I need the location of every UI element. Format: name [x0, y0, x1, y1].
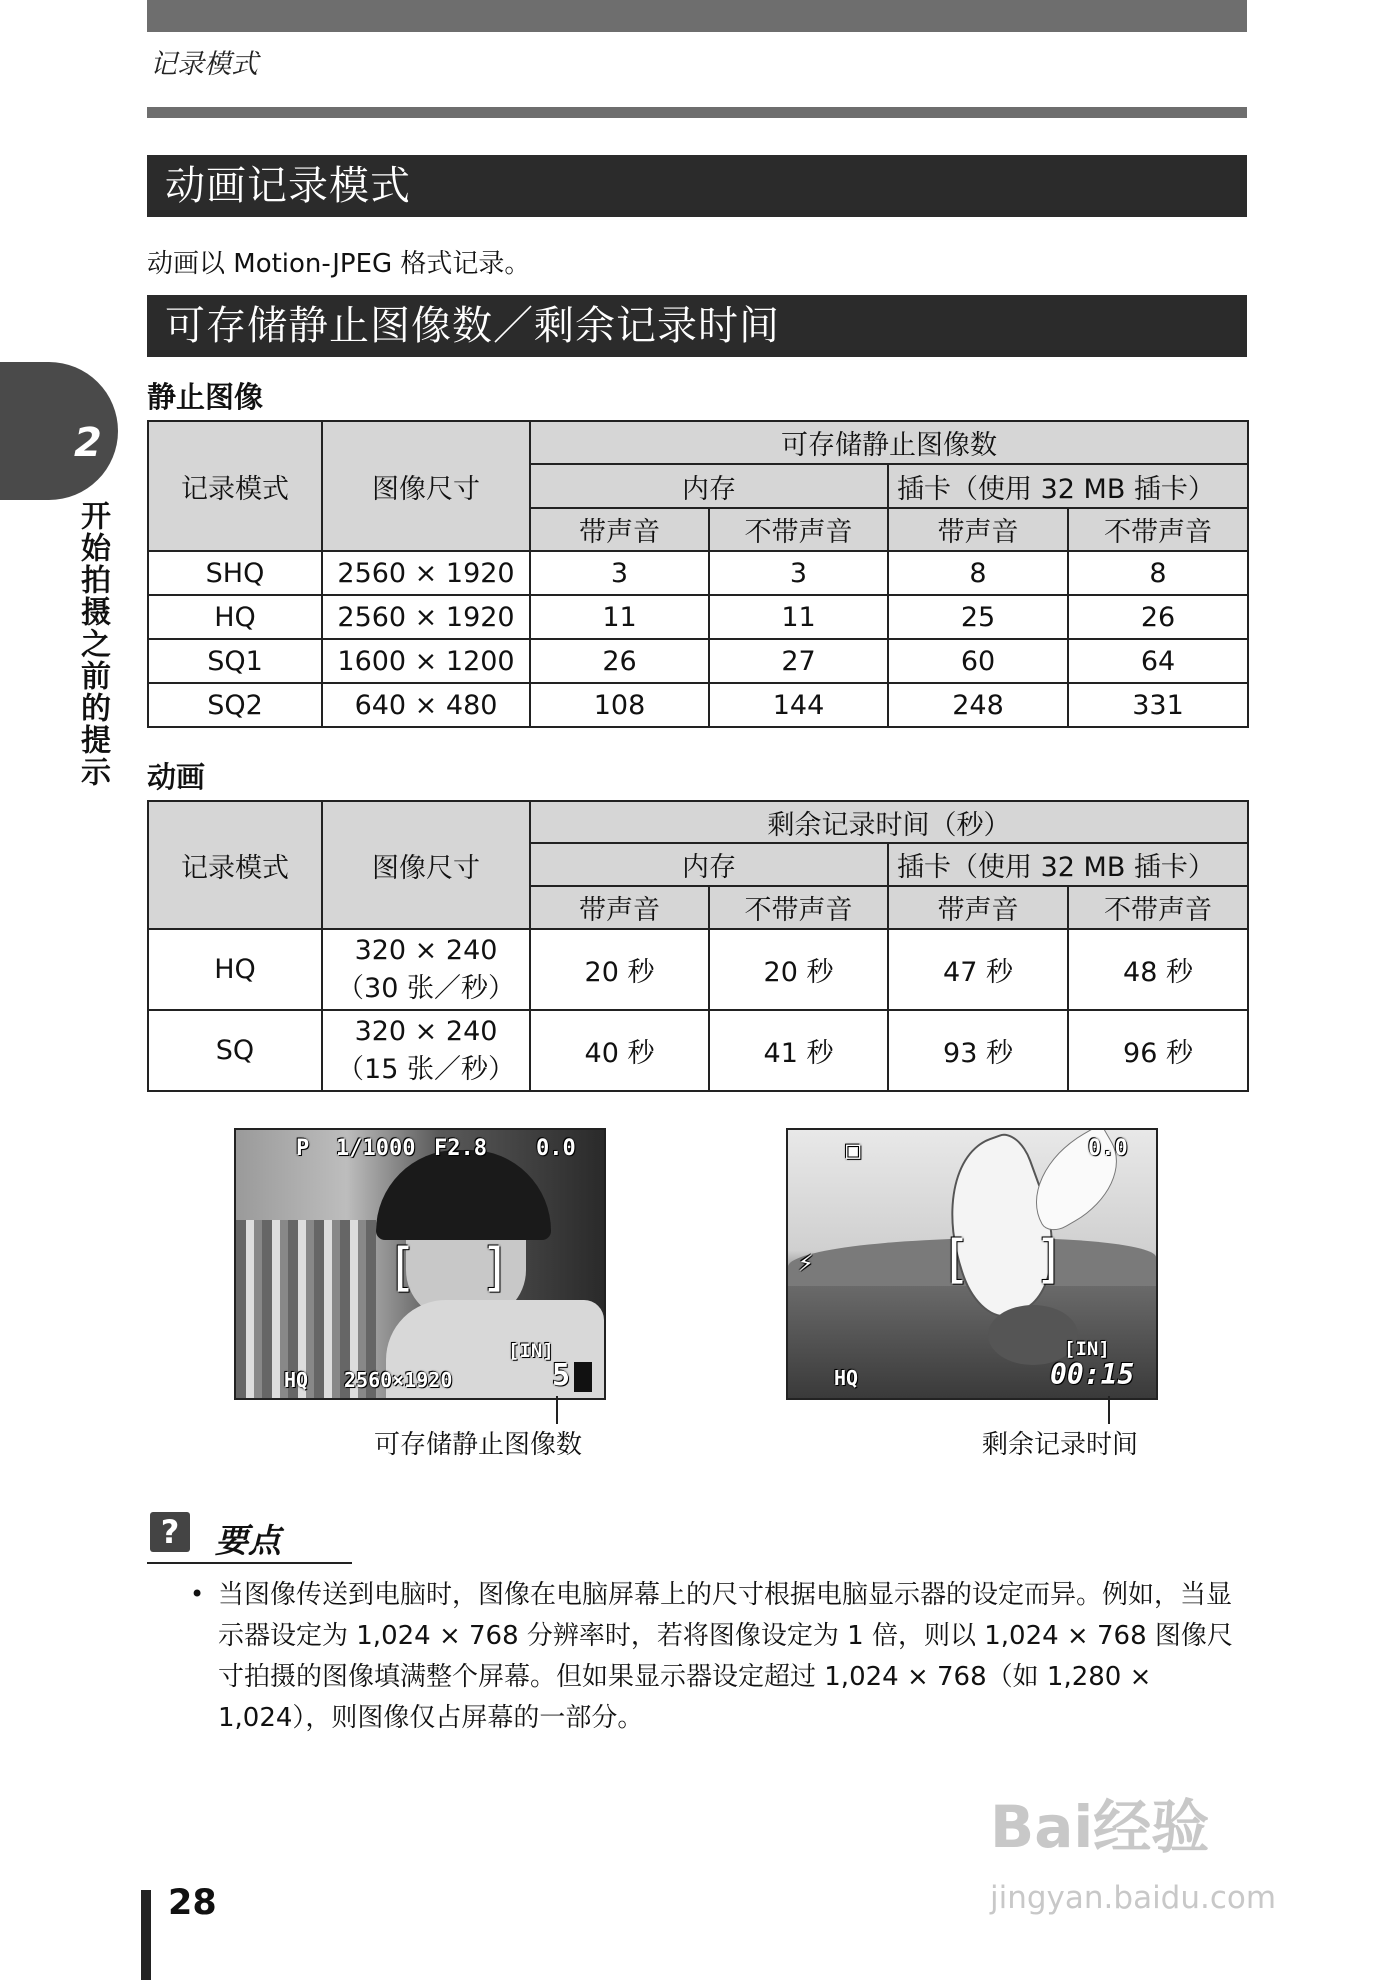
- chapter-title: 开始拍摄之前的提示: [75, 500, 110, 788]
- cell-value: 8: [1068, 551, 1248, 595]
- flash-off-icon: ⚡: [798, 1248, 814, 1278]
- still-subtitle: 静止图像: [147, 380, 264, 414]
- table-row: [148, 683, 1248, 727]
- header-rule: [147, 107, 1247, 118]
- movie-table: [147, 800, 1249, 1092]
- cell-size: [322, 1010, 530, 1091]
- cell-size: 1600 × 1200: [322, 639, 530, 683]
- card-indicator: [574, 1362, 592, 1392]
- col-header-sound: 带声音: [530, 886, 709, 929]
- cell-size: 2560 × 1920: [322, 551, 530, 595]
- cell-value: 20 秒: [530, 929, 709, 1010]
- cell-value: 64: [1068, 639, 1248, 683]
- page-number: 28: [168, 1883, 217, 1923]
- col-header-card: 插卡（使用 32 MB 插卡）: [888, 843, 1248, 886]
- col-header-sound: 带声音: [888, 508, 1068, 551]
- cell-value: 8: [888, 551, 1068, 595]
- col-header-group: 可存储静止图像数: [530, 421, 1248, 464]
- cell-size-dims: 320 × 240: [354, 1015, 498, 1047]
- cell-value: 11: [530, 595, 709, 639]
- col-header-group: 剩余记录时间（秒）: [530, 801, 1248, 843]
- lcd-screen-movie: [786, 1128, 1158, 1400]
- table-row: [148, 639, 1248, 683]
- tip-text: 当图像传送到电脑时，图像在电脑屏幕上的尺寸根据电脑显示器的设定而异。例如，当显示器设定为 1,024 × 768 分辨率时，若将图像设定为 1 倍，则以 1,024 × 768 图像尺寸拍摄的图像填满整个屏幕。但如果显示器设定超过 1,024 × 768（如 1,280 × 1,024），则图像仅占屏幕的一部分。: [218, 1580, 1233, 1733]
- osd-shutter: 1/1000: [336, 1136, 416, 1161]
- col-header-mode: 记录模式: [148, 801, 322, 929]
- col-header-size: 图像尺寸: [322, 421, 530, 551]
- cell-mode: SHQ: [148, 551, 322, 595]
- callout-line: [1108, 1396, 1110, 1424]
- cell-value: 144: [709, 683, 888, 727]
- tip-title: 要点: [215, 1521, 281, 1560]
- cell-size-fps: （30 张／秒）: [337, 972, 515, 1004]
- caption-still-count: 可存储静止图像数: [374, 1430, 583, 1460]
- movie-description: 动画以 Motion-JPEG 格式记录。: [147, 249, 531, 279]
- table-row: [148, 1010, 1248, 1091]
- col-header-card: 插卡（使用 32 MB 插卡）: [888, 464, 1248, 508]
- osd-count: 5: [552, 1358, 571, 1393]
- cell-size: 2560 × 1920: [322, 595, 530, 639]
- cell-value: 40 秒: [530, 1010, 709, 1091]
- cell-mode: HQ: [148, 929, 322, 1010]
- cell-value: 48 秒: [1068, 929, 1248, 1010]
- cell-value: 60: [888, 639, 1068, 683]
- col-header-nosound: 不带声音: [709, 886, 888, 929]
- col-header-internal: 内存: [530, 464, 888, 508]
- cell-size: [322, 929, 530, 1010]
- col-header-size: 图像尺寸: [322, 801, 530, 929]
- col-header-mode: 记录模式: [148, 421, 322, 551]
- callout-line: [556, 1396, 558, 1424]
- question-icon: ?: [150, 1512, 190, 1552]
- watermark-url: jingyan.baidu.com: [990, 1880, 1277, 1916]
- cell-mode: SQ: [148, 1010, 322, 1091]
- table-row: [148, 595, 1248, 639]
- af-frame-icon: [ ]: [386, 1238, 512, 1298]
- movie-mode-icon: ▣: [846, 1136, 861, 1164]
- osd-ev: 0.0: [1088, 1136, 1128, 1161]
- cell-value: 47 秒: [888, 929, 1068, 1010]
- cell-value: 11: [709, 595, 888, 639]
- cell-value: 331: [1068, 683, 1248, 727]
- col-header-internal: 内存: [530, 843, 888, 886]
- cell-value: 3: [530, 551, 709, 595]
- osd-memory: [IN]: [1064, 1338, 1110, 1360]
- cell-size-fps: （15 张／秒）: [337, 1053, 515, 1085]
- osd-resolution: 2560×1920: [344, 1368, 453, 1392]
- header-bar: [147, 0, 1247, 32]
- osd-mode: P: [296, 1136, 310, 1161]
- col-header-nosound: 不带声音: [1068, 508, 1248, 551]
- cell-mode: SQ2: [148, 683, 322, 727]
- bullet-icon: •: [190, 1580, 205, 1608]
- section-title-storage: 可存储静止图像数／剩余记录时间: [147, 295, 1247, 357]
- osd-quality: HQ: [284, 1368, 309, 1392]
- cell-mode: SQ1: [148, 639, 322, 683]
- osd-aperture: F2.8: [434, 1136, 487, 1161]
- col-header-nosound: 不带声音: [1068, 886, 1248, 929]
- cell-value: 26: [1068, 595, 1248, 639]
- cell-value: 93 秒: [888, 1010, 1068, 1091]
- osd-memory: [IN]: [508, 1340, 554, 1362]
- table-row: [148, 551, 1248, 595]
- tip-rule: [147, 1562, 352, 1564]
- cell-mode: HQ: [148, 595, 322, 639]
- af-frame-icon: [ ]: [940, 1230, 1066, 1290]
- movie-subtitle: 动画: [147, 760, 206, 794]
- col-header-sound: 带声音: [530, 508, 709, 551]
- cell-value: 25: [888, 595, 1068, 639]
- cell-size-dims: 320 × 240: [354, 934, 498, 966]
- table-row: [148, 929, 1248, 1010]
- running-title: 记录模式: [150, 49, 258, 80]
- lcd-screen-still: [234, 1128, 606, 1400]
- osd-time: 00:15: [1050, 1358, 1135, 1391]
- section-title-movie-mode: 动画记录模式: [147, 155, 1247, 217]
- osd-ev: 0.0: [536, 1136, 576, 1161]
- cell-value: 20 秒: [709, 929, 888, 1010]
- cell-value: 108: [530, 683, 709, 727]
- caption-remaining-time: 剩余记录时间: [982, 1430, 1139, 1460]
- cell-value: 41 秒: [709, 1010, 888, 1091]
- cell-value: 26: [530, 639, 709, 683]
- hair-shape: [376, 1150, 551, 1240]
- cell-value: 96 秒: [1068, 1010, 1248, 1091]
- cell-size: 640 × 480: [322, 683, 530, 727]
- col-header-nosound: 不带声音: [709, 508, 888, 551]
- cell-value: 3: [709, 551, 888, 595]
- cell-value: 248: [888, 683, 1068, 727]
- chapter-number: 2: [74, 420, 102, 466]
- still-image-table: [147, 420, 1249, 728]
- page-number-bar: [141, 1890, 151, 1980]
- watermark-logo: Bai经验: [990, 1793, 1210, 1861]
- col-header-sound: 带声音: [888, 886, 1068, 929]
- osd-quality: HQ: [834, 1366, 859, 1390]
- cell-value: 27: [709, 639, 888, 683]
